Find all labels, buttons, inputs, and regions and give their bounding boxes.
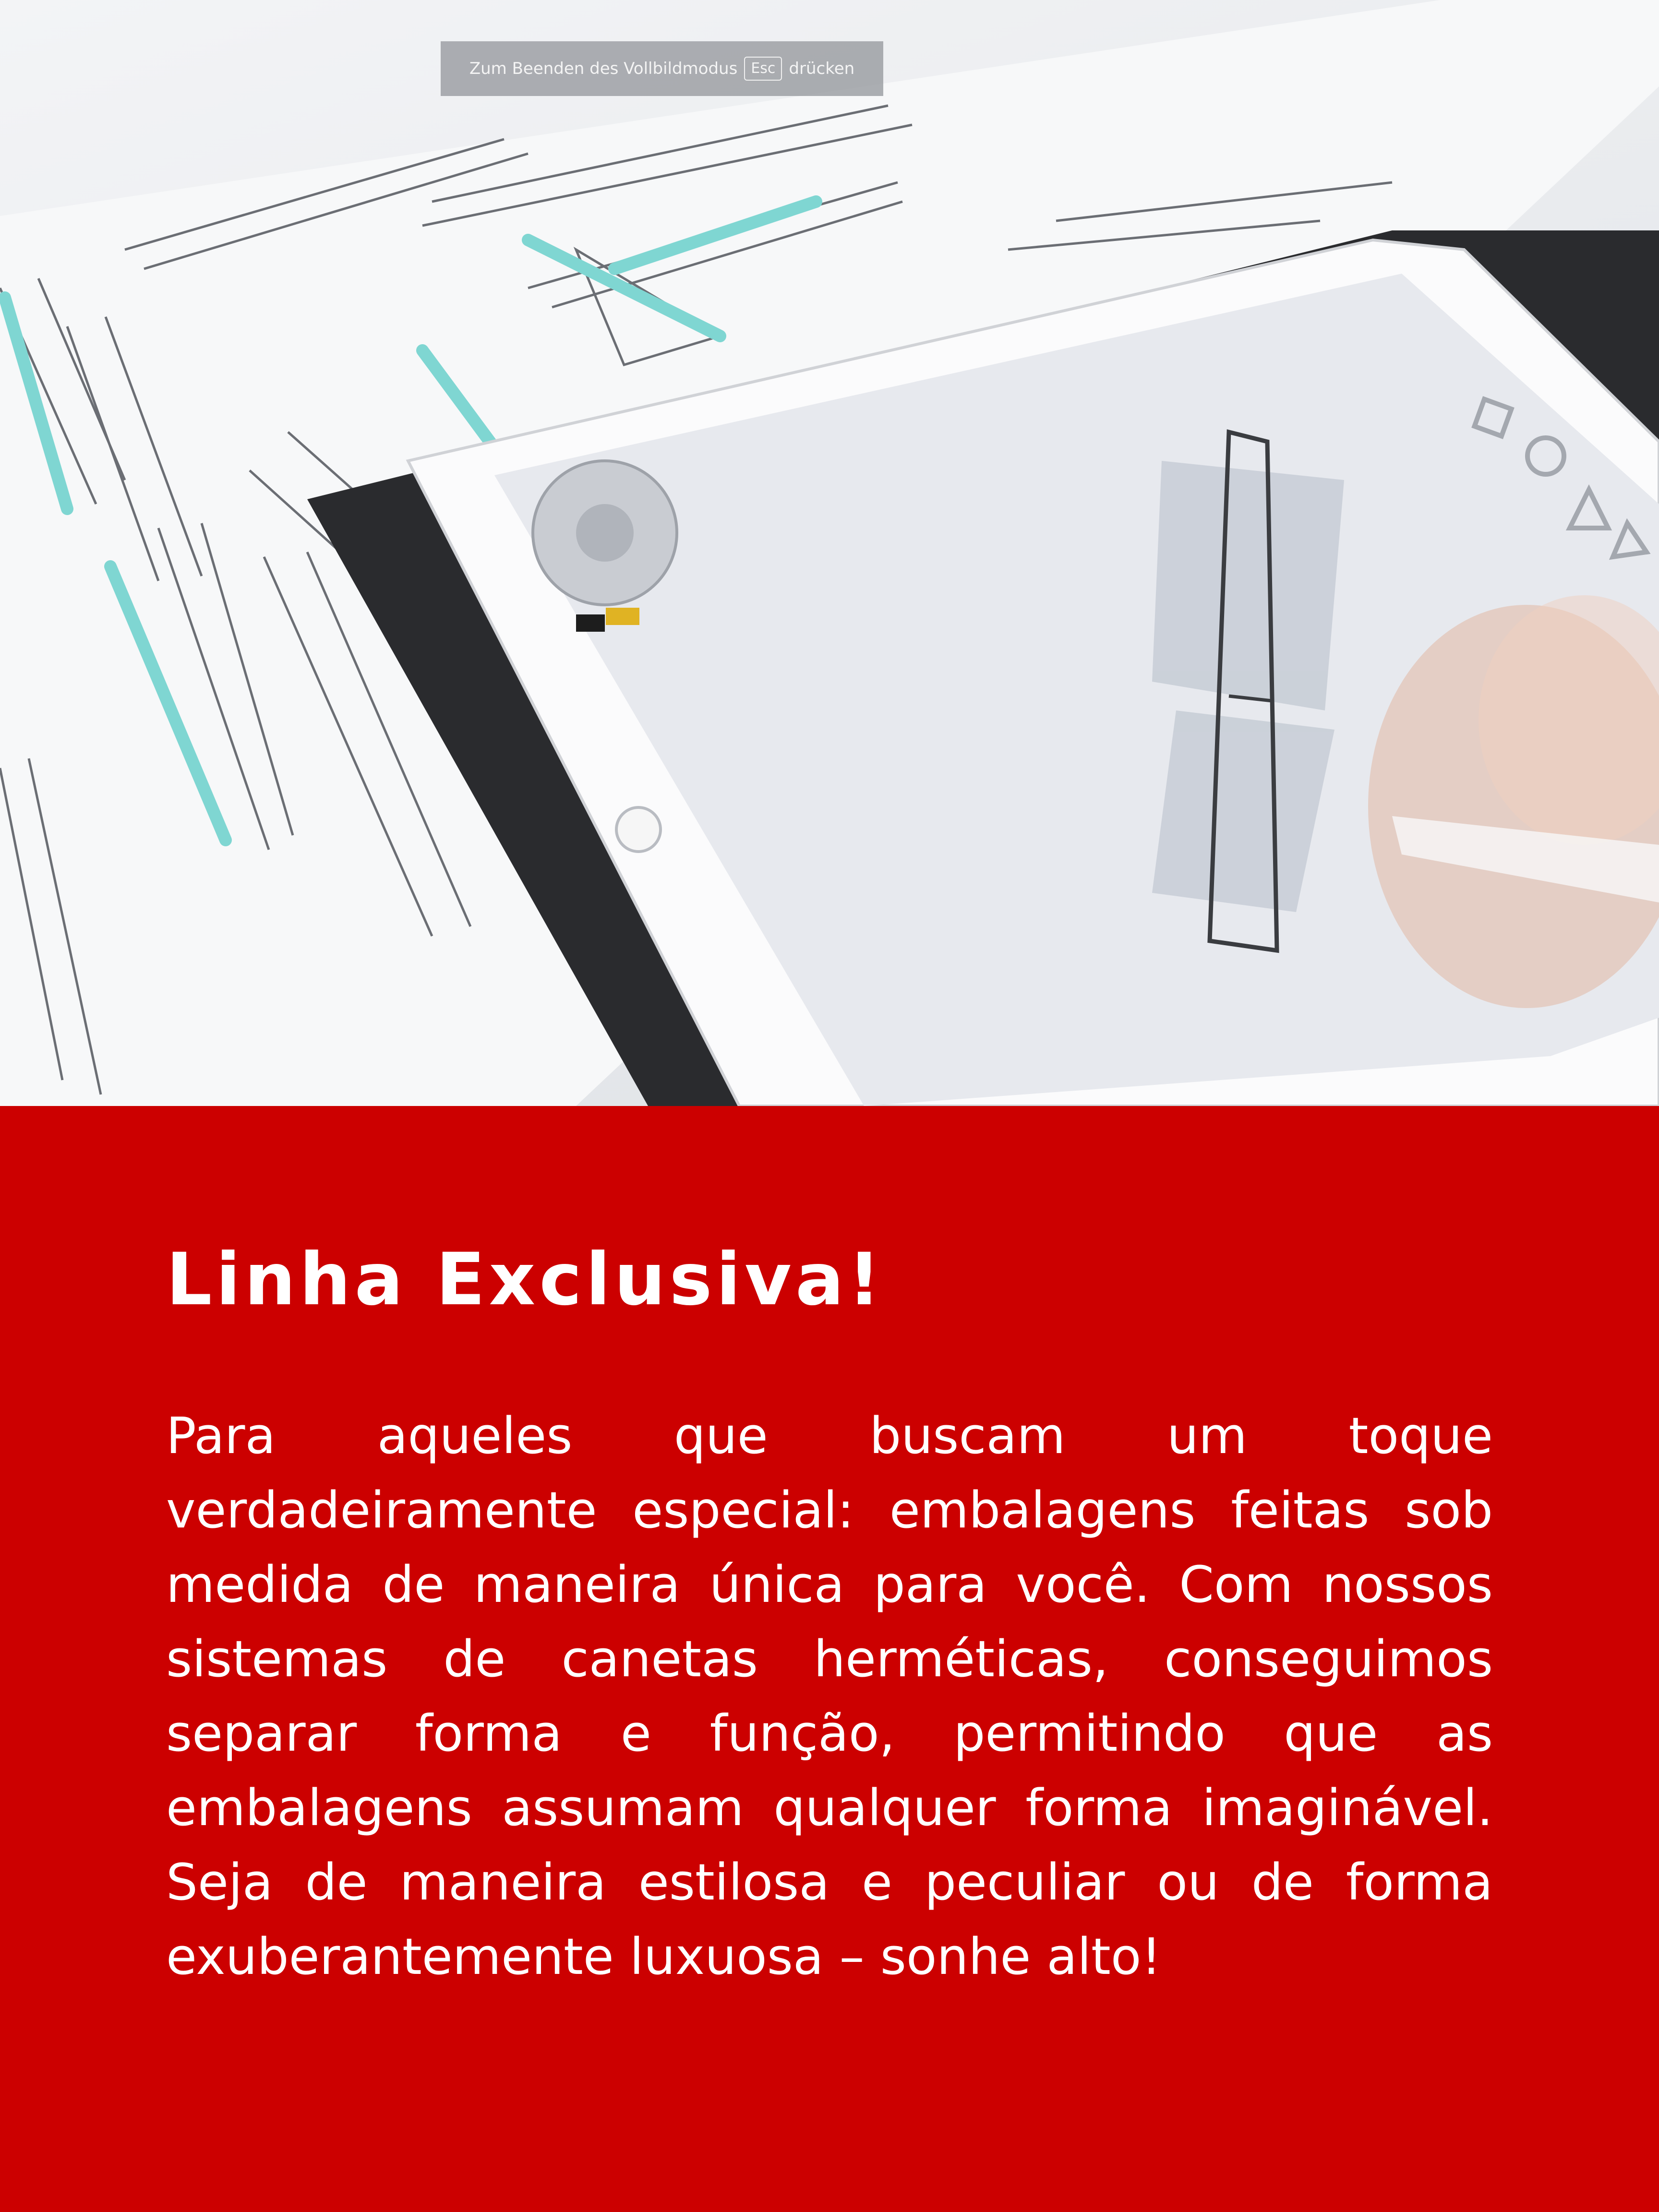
exclusive-line-section xyxy=(0,1106,1659,2212)
home-button xyxy=(616,807,661,852)
esc-key-label: Esc xyxy=(744,57,782,81)
color-swatch-black xyxy=(576,614,605,632)
fullscreen-notice-suffix: drücken xyxy=(789,59,855,78)
section-body-text: Para aqueles que buscam um toque verdadeiramente especial: embalagens feitas sob medida de maneira única para você. Com nossos sistemas de canetas herméticas, conseguimos separar forma e função, permitindo que as embalagens assumam qualquer forma imaginável. Seja de maneira estilosa e peculiar ou de forma exuberantemente luxuosa – sonhe alto! xyxy=(166,1407,1493,1986)
section-headline: Linha Exclusiva! xyxy=(166,1238,885,1322)
fullscreen-notice-prefix: Zum Beenden des Vollbildmodus xyxy=(469,59,738,78)
fullscreen-exit-notice xyxy=(441,41,883,96)
tool-wheel-center xyxy=(576,504,634,562)
color-swatch-yellow xyxy=(606,608,639,625)
